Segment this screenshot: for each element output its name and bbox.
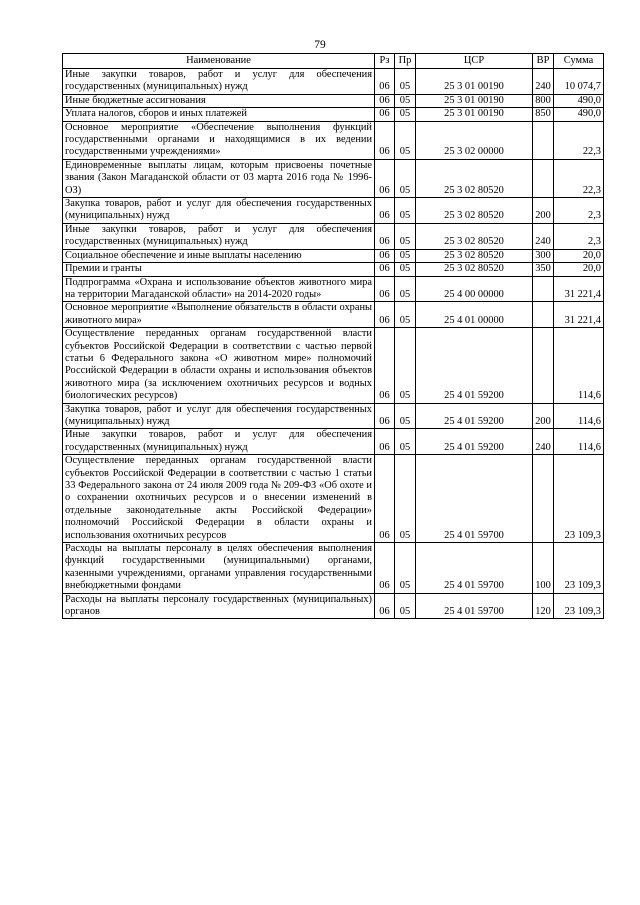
cell-vr: 240 [533,223,554,249]
cell-csr: 25 4 00 00000 [416,276,533,302]
cell-vr: 120 [533,593,554,619]
cell-sum: 114,6 [554,429,604,455]
cell-pr: 05 [395,276,416,302]
cell-vr: 100 [533,543,554,594]
cell-sum: 114,6 [554,328,604,403]
cell-pr: 05 [395,249,416,262]
cell-rz: 06 [375,159,395,197]
cell-sum: 490,0 [554,94,604,107]
cell-sum: 31 221,4 [554,276,604,302]
cell-vr: 800 [533,94,554,107]
column-header-pr: Пр [395,54,416,69]
table-row [63,94,604,107]
cell-csr: 25 4 01 59700 [416,593,533,619]
cell-pr: 05 [395,403,416,429]
cell-pr: 05 [395,593,416,619]
cell-csr: 25 3 01 00190 [416,108,533,121]
cell-name: Премии и гранты [63,263,375,276]
cell-csr: 25 3 02 80520 [416,159,533,197]
cell-sum: 2,3 [554,223,604,249]
cell-sum: 23 109,3 [554,543,604,594]
cell-rz: 06 [375,403,395,429]
cell-pr: 05 [395,108,416,121]
cell-name: Закупка товаров, работ и услуг для обеспечения государственных (муниципальных) нужд [63,198,375,224]
table-row [63,328,604,403]
cell-vr [533,328,554,403]
cell-sum: 23 109,3 [554,593,604,619]
cell-vr: 850 [533,108,554,121]
cell-pr: 05 [395,159,416,197]
cell-pr: 05 [395,429,416,455]
cell-sum: 114,6 [554,403,604,429]
cell-rz: 06 [375,223,395,249]
column-header-sum: Сумма [554,54,604,69]
cell-rz: 06 [375,429,395,455]
cell-name: Иные закупки товаров, работ и услуг для обеспечения государственных (муниципальных) нужд [63,429,375,455]
cell-sum: 10 074,7 [554,69,604,95]
cell-vr [533,455,554,543]
cell-pr: 05 [395,302,416,328]
cell-name: Единовременные выплаты лицам, которым присвоены почетные звания (Закон Магаданской области от 03 марта 2016 года № 1996-ОЗ) [63,159,375,197]
cell-csr: 25 4 01 59200 [416,429,533,455]
cell-csr: 25 3 01 00190 [416,69,533,95]
cell-pr: 05 [395,328,416,403]
table-row [63,121,604,159]
cell-rz: 06 [375,263,395,276]
cell-sum: 31 221,4 [554,302,604,328]
cell-vr [533,159,554,197]
budget-table [62,53,604,619]
table-header-row [63,54,604,69]
column-header-rz: Рз [375,54,395,69]
table-row [63,593,604,619]
cell-rz: 06 [375,276,395,302]
cell-sum: 22,3 [554,159,604,197]
table-row [63,302,604,328]
cell-rz: 06 [375,543,395,594]
cell-name: Социальное обеспечение и иные выплаты населению [63,249,375,262]
cell-csr: 25 3 02 80520 [416,263,533,276]
table-row [63,455,604,543]
cell-rz: 06 [375,108,395,121]
cell-name: Иные закупки товаров, работ и услуг для обеспечения государственных (муниципальных) нужд [63,69,375,95]
cell-pr: 05 [395,263,416,276]
cell-csr: 25 3 02 80520 [416,198,533,224]
cell-pr: 05 [395,223,416,249]
cell-vr: 240 [533,69,554,95]
cell-rz: 06 [375,455,395,543]
cell-name: Расходы на выплаты персоналу в целях обеспечения выполнения функций государственными (муниципальными) органами, казенными учреждениями, органами управления государственными внебюджетными фондами [63,543,375,594]
cell-name: Иные закупки товаров, работ и услуг для обеспечения государственных (муниципальных) нужд [63,223,375,249]
table-row [63,403,604,429]
cell-csr: 25 3 02 80520 [416,223,533,249]
cell-name: Закупка товаров, работ и услуг для обеспечения государственных (муниципальных) нужд [63,403,375,429]
column-header-csr: ЦСР [416,54,533,69]
table-row [63,249,604,262]
cell-csr: 25 3 02 00000 [416,121,533,159]
column-header-vr: ВР [533,54,554,69]
column-header-name: Наименование [63,54,375,69]
table-row [63,198,604,224]
cell-rz: 06 [375,249,395,262]
cell-rz: 06 [375,94,395,107]
cell-sum: 2,3 [554,198,604,224]
cell-rz: 06 [375,328,395,403]
page-number: 79 [314,39,326,51]
table-row [63,263,604,276]
cell-name: Уплата налогов, сборов и иных платежей [63,108,375,121]
cell-vr: 350 [533,263,554,276]
cell-sum: 490,0 [554,108,604,121]
cell-vr [533,302,554,328]
cell-vr: 240 [533,429,554,455]
cell-name: Расходы на выплаты персоналу государственных (муниципальных) органов [63,593,375,619]
cell-csr: 25 3 02 80520 [416,249,533,262]
table-row [63,223,604,249]
cell-rz: 06 [375,121,395,159]
cell-vr [533,276,554,302]
cell-vr: 300 [533,249,554,262]
cell-name: Осуществление переданных органам государственной власти субъектов Российской Федерации в соответствии с частью 1 статьи 33 Федерального закона от 24 июля 2009 года № 209-ФЗ «Об охоте и о сохранении охотничьих ресурсов и о внесении изменений в отдельные законодательные акты Российской Федерации» полномочий Российской Федерации в области охраны и использования охотничьих ресурсов [63,455,375,543]
cell-vr [533,121,554,159]
table-row [63,429,604,455]
table-row [63,69,604,95]
table-row [63,108,604,121]
table-row [63,276,604,302]
cell-vr: 200 [533,198,554,224]
cell-csr: 25 4 01 59700 [416,543,533,594]
cell-pr: 05 [395,198,416,224]
cell-rz: 06 [375,302,395,328]
cell-sum: 23 109,3 [554,455,604,543]
cell-pr: 05 [395,121,416,159]
cell-csr: 25 4 01 59200 [416,328,533,403]
cell-name: Основное мероприятие «Выполнение обязательств в области охраны животного мира» [63,302,375,328]
cell-sum: 20,0 [554,249,604,262]
cell-pr: 05 [395,94,416,107]
cell-name: Основное мероприятие «Обеспечение выполнения функций государственными органами и находящимися в их ведении государственными учреждениями» [63,121,375,159]
cell-name: Иные бюджетные ассигнования [63,94,375,107]
cell-rz: 06 [375,69,395,95]
cell-sum: 20,0 [554,263,604,276]
table-row [63,159,604,197]
cell-vr: 200 [533,403,554,429]
cell-csr: 25 4 01 59700 [416,455,533,543]
cell-sum: 22,3 [554,121,604,159]
cell-csr: 25 4 01 59200 [416,403,533,429]
cell-csr: 25 4 01 00000 [416,302,533,328]
cell-pr: 05 [395,69,416,95]
cell-pr: 05 [395,543,416,594]
cell-name: Осуществление переданных органам государственной власти субъектов Российской Федерации в соответствии с частью первой статьи 6 Федерального закона «О животном мире» полномочий Российской Федерации в области охраны и использования объектов животного мира (за исключением охотничьих ресурсов и водных биологических ресурсов) [63,328,375,403]
cell-pr: 05 [395,455,416,543]
table-row [63,543,604,594]
cell-name: Подпрограмма «Охрана и использование объектов животного мира на территории Магаданской области» на 2014-2020 годы» [63,276,375,302]
cell-csr: 25 3 01 00190 [416,94,533,107]
cell-rz: 06 [375,198,395,224]
cell-rz: 06 [375,593,395,619]
